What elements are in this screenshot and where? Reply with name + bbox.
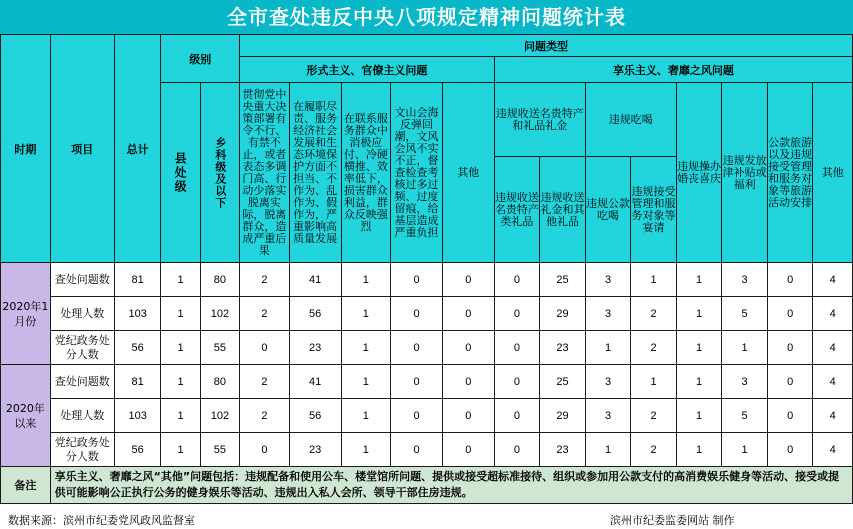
value-cell: 0 — [391, 365, 443, 399]
value-cell: 102 — [200, 399, 239, 433]
value-cell: 0 — [494, 331, 540, 365]
problem-type-header: 问题类型 — [240, 35, 853, 57]
value-cell: 1 — [161, 433, 200, 467]
value-cell: 0 — [391, 297, 443, 331]
dining-banquet-header: 违规接受管理和服务对象等宴请 — [631, 157, 677, 263]
period-header: 时期 — [1, 35, 51, 263]
value-cell: 1 — [676, 433, 722, 467]
value-cell: 4 — [813, 433, 853, 467]
value-cell: 41 — [289, 365, 341, 399]
value-cell: 2 — [631, 331, 677, 365]
value-cell: 0 — [767, 297, 813, 331]
value-cell: 102 — [200, 297, 239, 331]
value-cell: 29 — [540, 297, 586, 331]
value-cell: 1 — [341, 399, 391, 433]
value-cell: 1 — [676, 263, 722, 297]
statistics-table — [0, 34, 853, 504]
value-cell: 0 — [240, 433, 290, 467]
value-cell: 23 — [540, 433, 586, 467]
value-cell: 2 — [631, 399, 677, 433]
value-cell: 0 — [391, 331, 443, 365]
weddings-header: 违规操办婚丧喜庆 — [676, 83, 722, 263]
table-row — [1, 263, 853, 297]
value-cell: 2 — [240, 263, 290, 297]
hedonism-other-header: 其他 — [813, 83, 853, 263]
gifts-header: 违规收送名贵特产和礼品礼金 — [494, 83, 585, 157]
value-cell: 1 — [341, 297, 391, 331]
value-cell: 25 — [540, 365, 586, 399]
value-cell: 80 — [200, 263, 239, 297]
value-cell: 0 — [767, 399, 813, 433]
value-cell: 5 — [722, 297, 768, 331]
value-cell: 23 — [289, 433, 341, 467]
township-level-header: 乡科级及以下 — [200, 83, 239, 263]
value-cell: 2 — [240, 365, 290, 399]
value-cell: 81 — [114, 263, 161, 297]
table-row — [1, 399, 853, 433]
value-cell: 0 — [391, 263, 443, 297]
value-cell: 1 — [631, 365, 677, 399]
value-cell: 1 — [341, 331, 391, 365]
value-cell: 1 — [341, 365, 391, 399]
formalism-col-2-header: 在履职尽责、服务经济社会发展和生态环境保护方面不担当、不作为、乱作为、假作为，严重影响高质量发展 — [289, 83, 341, 263]
table-row — [1, 433, 853, 467]
value-cell: 29 — [540, 399, 586, 433]
value-cell: 0 — [442, 263, 494, 297]
value-cell: 2 — [631, 433, 677, 467]
formalism-col-3-header: 在联系服务群众中消极应付、冷硬横推、效率低下，损害群众利益，群众反映强烈 — [341, 83, 391, 263]
gifts-money-header: 违规收送礼金和其他礼品 — [540, 157, 586, 263]
table-row — [1, 297, 853, 331]
value-cell: 4 — [813, 331, 853, 365]
made-by: 滨州市纪委监委网站 制作 — [610, 514, 735, 527]
value-cell: 55 — [200, 331, 239, 365]
value-cell: 56 — [114, 331, 161, 365]
value-cell: 1 — [161, 365, 200, 399]
item-cell: 查处问题数 — [50, 263, 114, 297]
value-cell: 1 — [722, 433, 768, 467]
formalism-header: 形式主义、官僚主义问题 — [240, 57, 495, 83]
value-cell: 0 — [494, 433, 540, 467]
item-cell: 党纪政务处分人数 — [50, 433, 114, 467]
value-cell: 0 — [494, 365, 540, 399]
value-cell: 0 — [767, 365, 813, 399]
value-cell: 0 — [442, 365, 494, 399]
value-cell: 1 — [585, 331, 631, 365]
value-cell: 1 — [676, 297, 722, 331]
value-cell: 3 — [585, 297, 631, 331]
value-cell: 56 — [114, 433, 161, 467]
note-text: 享乐主义、奢靡之风“其他”问题包括：违规配备和使用公车、楼堂馆所问题、提供或接受超标准接待、组织或参加用公款支付的高消费娱乐健身等活动、接受或提供可能影响公正执行公务的健身娱乐等活动、违规出入私人会所、领导干部住房违规。 — [50, 467, 852, 504]
value-cell: 2 — [240, 297, 290, 331]
value-cell: 3 — [722, 263, 768, 297]
table-row — [1, 331, 853, 365]
value-cell: 1 — [585, 433, 631, 467]
county-level-header: 县处级 — [161, 83, 200, 263]
value-cell: 4 — [813, 297, 853, 331]
value-cell: 103 — [114, 399, 161, 433]
value-cell: 0 — [442, 399, 494, 433]
footer — [0, 509, 853, 529]
value-cell: 25 — [540, 263, 586, 297]
value-cell: 4 — [813, 365, 853, 399]
value-cell: 3 — [722, 365, 768, 399]
item-cell: 处理人数 — [50, 297, 114, 331]
value-cell: 23 — [289, 331, 341, 365]
value-cell: 1 — [631, 263, 677, 297]
value-cell: 56 — [289, 399, 341, 433]
value-cell: 0 — [442, 297, 494, 331]
value-cell: 41 — [289, 263, 341, 297]
value-cell: 4 — [813, 263, 853, 297]
period-cell: 2020年以来 — [1, 365, 51, 467]
value-cell: 1 — [341, 263, 391, 297]
travel-header: 公款旅游以及违规接受管理和服务对象等旅游活动安排 — [767, 83, 813, 263]
period-cell: 2020年1月份 — [1, 263, 51, 365]
item-cell: 查处问题数 — [50, 365, 114, 399]
total-header: 总计 — [114, 35, 161, 263]
value-cell: 0 — [494, 297, 540, 331]
item-cell: 党纪政务处分人数 — [50, 331, 114, 365]
value-cell: 1 — [161, 263, 200, 297]
value-cell: 103 — [114, 297, 161, 331]
note-label: 备注 — [1, 467, 51, 504]
value-cell: 0 — [767, 263, 813, 297]
item-cell: 处理人数 — [50, 399, 114, 433]
value-cell: 1 — [161, 399, 200, 433]
value-cell: 0 — [391, 433, 443, 467]
value-cell: 80 — [200, 365, 239, 399]
allowances-header: 违规发放津补贴或福利 — [722, 83, 768, 263]
value-cell: 1 — [676, 399, 722, 433]
value-cell: 0 — [240, 331, 290, 365]
formalism-col-4-header: 文山会海反弹回潮，文风会风不实不正，督查检查考核过多过频、过度留痕，给基层造成严重负担 — [391, 83, 443, 263]
value-cell: 3 — [585, 263, 631, 297]
hedonism-header: 享乐主义、奢靡之风问题 — [494, 57, 852, 83]
value-cell: 0 — [494, 399, 540, 433]
table-row — [1, 365, 853, 399]
value-cell: 55 — [200, 433, 239, 467]
data-source: 数据来源：滨州市纪委党风政风监督室 — [8, 514, 195, 527]
value-cell: 3 — [585, 365, 631, 399]
value-cell: 3 — [585, 399, 631, 433]
value-cell: 23 — [540, 331, 586, 365]
level-header: 级别 — [161, 35, 240, 83]
value-cell: 56 — [289, 297, 341, 331]
value-cell: 1 — [341, 433, 391, 467]
dining-public-funds-header: 违规公款吃喝 — [585, 157, 631, 263]
value-cell: 0 — [494, 263, 540, 297]
value-cell: 0 — [767, 331, 813, 365]
value-cell: 81 — [114, 365, 161, 399]
value-cell: 1 — [676, 365, 722, 399]
value-cell: 1 — [161, 297, 200, 331]
formalism-other-header: 其他 — [442, 83, 494, 263]
sheet-title: 全市查处违反中央八项规定精神问题统计表 — [0, 0, 853, 34]
dining-header: 违规吃喝 — [585, 83, 676, 157]
value-cell: 0 — [442, 433, 494, 467]
value-cell: 2 — [631, 297, 677, 331]
value-cell: 1 — [722, 331, 768, 365]
value-cell: 5 — [722, 399, 768, 433]
value-cell: 2 — [240, 399, 290, 433]
item-header: 项目 — [50, 35, 114, 263]
value-cell: 0 — [391, 399, 443, 433]
value-cell: 0 — [767, 433, 813, 467]
value-cell: 0 — [442, 331, 494, 365]
value-cell: 4 — [813, 399, 853, 433]
formalism-col-1-header: 贯彻党中央重大决策部署有令不行、有禁不止，或者表态多调门高、行动少落实脱离实际，脱离群众，造成严重后果 — [240, 83, 290, 263]
gifts-specialty-header: 违规收送名贵特产类礼品 — [494, 157, 540, 263]
value-cell: 1 — [676, 331, 722, 365]
value-cell: 1 — [161, 331, 200, 365]
